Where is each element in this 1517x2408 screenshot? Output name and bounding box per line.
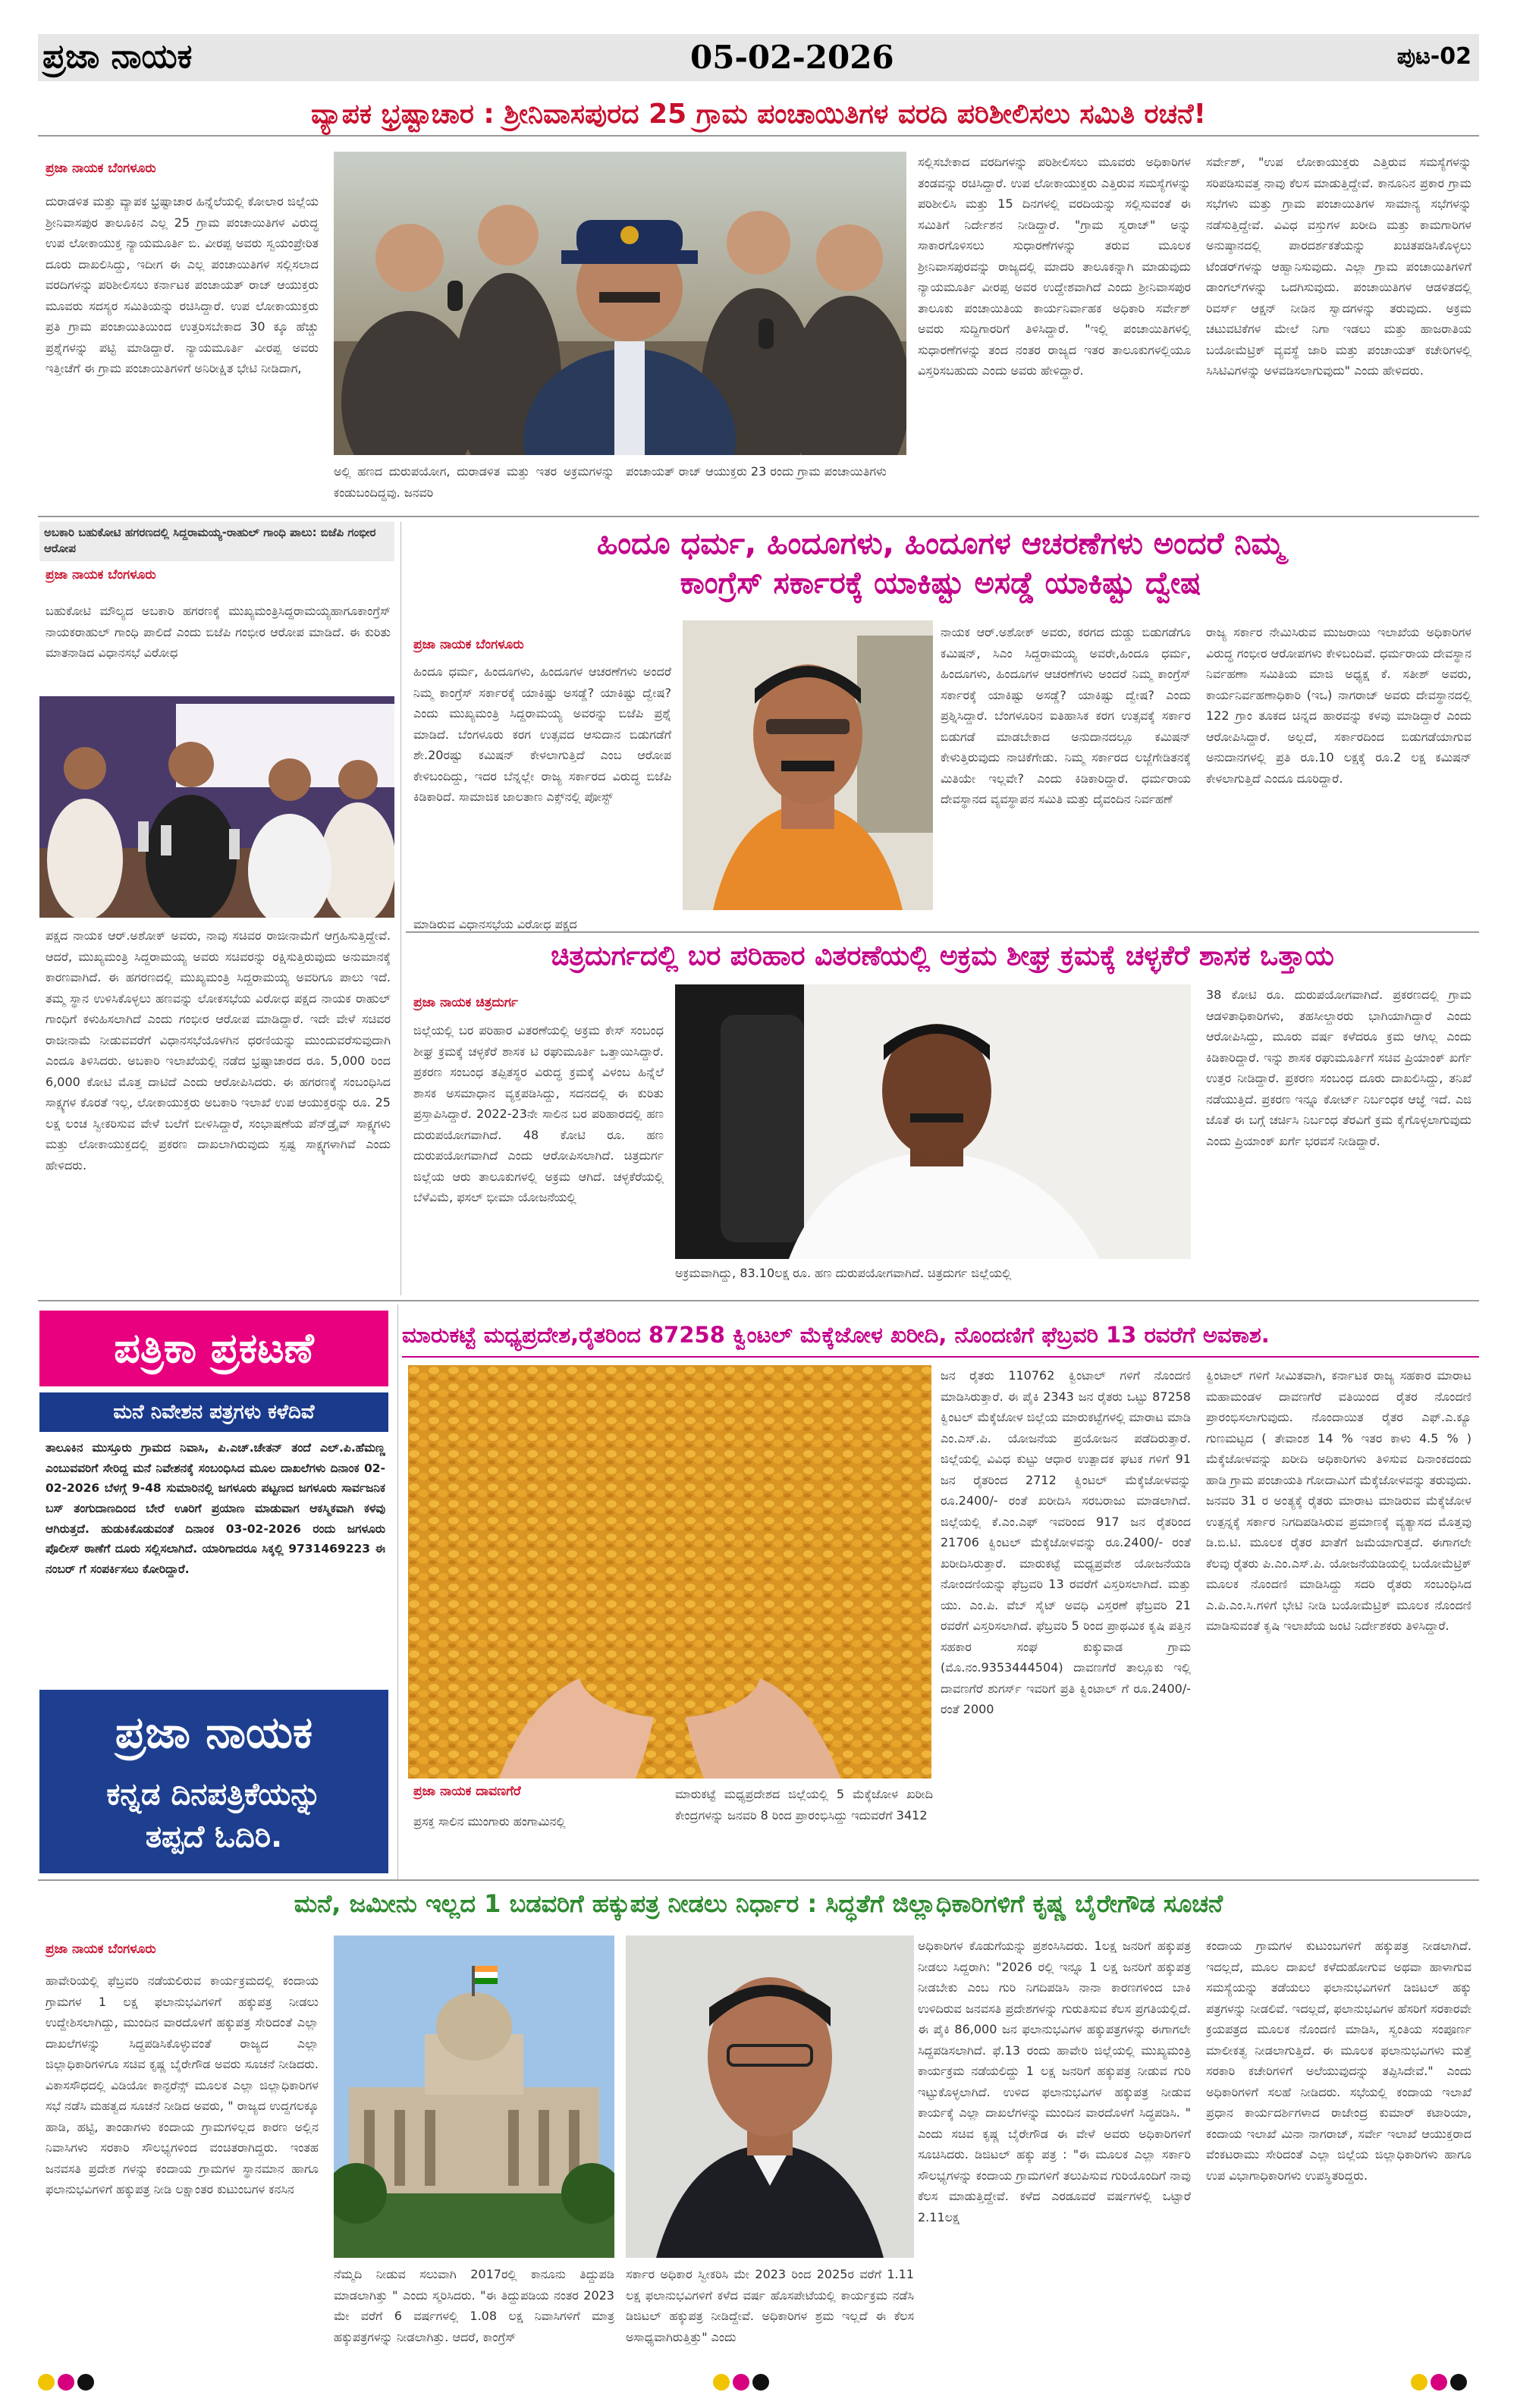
story5-byline: ಪ್ರಜಾ ನಾಯಕ ದಾವಣಗೆರೆ [413, 1784, 521, 1799]
masthead-date: 05-02-2026 [690, 39, 894, 76]
divider [38, 516, 1479, 517]
vidhana-soudha-photo [334, 1936, 614, 2258]
story6-caption2: ಸರ್ಕಾರ ಅಧಿಕಾರ ಸ್ವೀಕರಿಸಿ ಮೇ 2023 ರಿಂದ 2025ರ ವರೆಗೆ 1.11 ಲಕ್ಷ ಫಲಾನುಭವಿಗಳಿಗೆ ಕಳೆದ ವರ್ಷ ಹೊಸಪೇಟೆಯಲ್ಲಿ ಕಾರ್ಯಕ್ರಮ ನಡೆಸಿ ಡಿಜಿಟಲ್ ಹಕ್ಕುಪತ್ರ ನೀಡಿದ್ದೇವೆ. ಅಧಿಕಾರಿಗಳ ಶ್ರಮ ಇಲ್ಲದೆ ಈ ಕೆಲಸ ಅಸಾಧ್ಯವಾಗಿರುತ್ತಿತ್ತು" ಎಂದು [626, 2267, 914, 2344]
story4-caption: ಅಕ್ರಮವಾಗಿದ್ದು, 83.10ಲಕ್ಷ ರೂ. ಹಣ ದುರುಪಯೋಗವಾಗಿದೆ. ಚಿತ್ರದುರ್ಗ ಜಿಲ್ಲೆಯಲ್ಲಿ [675, 1266, 1012, 1280]
story2-lead: ಬಹುಕೋಟಿ ಮೌಲ್ಯದ ಅಬಕಾರಿ ಹಗರಣಕ್ಕೆ ಮುಖ್ಯಮಂತ್ರಿಸಿದ್ದರಾಮಯ್ಯಹಾಗೂಕಾಂಗ್ರೆಸ್ ನಾಯಕರಾಹುಲ್ ಗಾಂಧಿ ಪಾಲಿದೆ ಎಂದು ಬಿಜೆಪಿ ಗಂಭೀರ ಆರೋಪ ಮಾಡಿದೆ. ಈ ಕುರಿತು ಮಾತನಾಡಿದ ವಿಧಾನಸಭೆ ವಿರೋಧ [46, 604, 391, 661]
magenta-dot-icon [58, 2374, 74, 2391]
story6-caption1: ನೆಮ್ಮದಿ ನೀಡುವ ಸಲುವಾಗಿ 2017ರಲ್ಲಿ ಕಾನೂನು ತಿದ್ದುಪಡಿ ಮಾಡಲಾಗಿತ್ತು " ಎಂದು ಸ್ಮರಿಸಿದರು. "ಈ ತಿದ್ದುಪಡಿಯ ನಂತರ 2023 ಮೇ ವರೆಗೆ 6 ವರ್ಷಗಳಲ್ಲಿ 1.08 ಲಕ್ಷ ನಿವಾಸಿಗಳಿಗೆ ಮಾತ್ರ ಹಕ್ಕುಪತ್ರಗಳನ್ನು ನೀಡಲಾಗಿತ್ತು. ಆದರೆ, ಕಾಂಗ್ರೆಸ್ [334, 2267, 614, 2344]
story6-photo-right [626, 1936, 914, 2258]
story1-photo [334, 152, 906, 455]
story5-caption2: ಮಾರುಕಟ್ಟೆ ಮಧ್ಯಪ್ರದೇಶದ ಜಿಲ್ಲೆಯಲ್ಲಿ 5 ಮೆಕ್ಕೆಜೋಳ ಖರೀದಿ ಕೇಂದ್ರಗಳನ್ನು ಜನವರಿ 8 ರಿಂದ ಪ್ರಾರಂಭಿಸಿದ್ದು ಇದುವರೆಗೆ 3412 [675, 1787, 933, 1822]
story4-byline: ಪ್ರಜಾ ನಾಯಕ ಚಿತ್ರದುರ್ಗ [413, 995, 518, 1010]
story1-headline: ವ್ಯಾಪಕ ಭ್ರಷ್ಟಾಚಾರ : ಶ್ರೀನಿವಾಸಪುರದ 25 ಗ್ರಾಮ ಪಂಚಾಯಿತಿಗಳ ವರದಿ ಪರಿಶೀಲಿಸಲು ಸಮಿತಿ ರಚನೆ! [310, 99, 1207, 130]
story4-col2: 38 ಕೋಟಿ ರೂ. ದುರುಪಯೋಗವಾಗಿದೆ. ಪ್ರಕರಣದಲ್ಲಿ ಗ್ರಾಮ ಆಡಳಿತಾಧಿಕಾರಿಗಳು, ತಹಸೀಲ್ದಾರರು ಭಾಗಿಯಾಗಿದ್ದಾರೆ ಎಂದು ಆರೋಪಿಸಿದ್ದು, ಮೂರು ವರ್ಷ ಕಳೆದರೂ ಕ್ರಮ ಆಗಿಲ್ಲ ಎಂದು ಕಿಡಿಕಾರಿದ್ದಾರೆ. ಇನ್ನು ಶಾಸಕ ರಘುಮೂರ್ತಿಗೆ ಸಚಿವ ಪ್ರಿಯಾಂಕ್ ಖರ್ಗೆ ಉತ್ತರ ನೀಡಿದ್ದಾರೆ. ಪ್ರಕರಣ ಸಂಬಂಧ ದೂರು ದಾಖಲಿಸಿದ್ದು, ತನಿಖೆ ನಡೆಯುತ್ತಿದೆ. ಪ್ರಕರಣ ಇನ್ನೂ ಕೋರ್ಟ್ ನಿರ್ಬಂಧಕ ಆಜ್ಞೆ ಇದೆ. ಎಜಿ ಜೊತೆ ಈ ಬಗ್ಗೆ ಚರ್ಚಿಸಿ ನಿರ್ಬಂಧ ತೆರವಿಗೆ ಕ್ರಮ ಕೈಗೊಳ್ಳಲಾಗುವುದು ಎಂದು ಪ್ರಿಯಾಂಕ್ ಖರ್ಗೆ ಭರವಸೆ ನೀಡಿದ್ದಾರೆ. [1206, 987, 1471, 1148]
column-rule [400, 522, 401, 1295]
story3-byline: ಪ್ರಜಾ ನಾಯಕ ಬೆಂಗಳೂರು [413, 637, 524, 652]
story3-headline-2: ಕಾಂಗ್ರೆಸ್ ಸರ್ಕಾರಕ್ಕೆ ಯಾಕಿಷ್ಟು ಅಸಡ್ಡೆ ಯಾಕಿಷ್ಟು ದ್ವೇಷ [680, 566, 1201, 601]
divider [38, 135, 1479, 137]
magenta-dot-icon [733, 2374, 749, 2391]
yellow-dot-icon [38, 2374, 55, 2391]
story3-col3: ರಾಜ್ಯ ಸರ್ಕಾರ ನೇಮಿಸಿರುವ ಮುಜರಾಯಿ ಇಲಾಖೆಯ ಅಧಿಕಾರಿಗಳ ವಿರುದ್ಧ ಗಂಭೀರ ಆರೋಪಗಳು ಕೇಳಿಬಂದಿವೆ. ಧರ್ಮರಾಯ ದೇವಸ್ಥಾನ ನಿರ್ವಹಣಾ ಸಮಿತಿಯ ಮಾಜಿ ಅಧ್ಯಕ್ಷ ಕೆ. ಸತೀಶ್ ಅವರು, ಕಾರ್ಯನಿರ್ವಹಣಾಧಿಕಾರಿ (ಇಒ) ನಾಗರಾಜ್ ಅವರು ದೇವಸ್ಥಾನದಲ್ಲಿ 122 ಗ್ರಾಂ ತೂಕದ ಚಿನ್ನದ ಹಾರವನ್ನು ಕಳವು ಮಾಡಿದ್ದಾರೆ ಎಂದು ಆರೋಪಿಸಿದ್ದಾರೆ. ಅಲ್ಲದೆ, ಸರ್ಕಾರದಿಂದ ಬಿಡುಗಡೆಯಾಗುವ ಅನುದಾನಗಳಲ್ಲಿ ಪ್ರತಿ ರೂ.10 ಲಕ್ಷಕ್ಕೆ ರೂ.2 ಲಕ್ಷ ಕಮಿಷನ್ ಕೇಳಲಾಗುತ್ತಿದೆ ಎಂದೂ ದೂರಿದ್ದಾರೆ. [1206, 625, 1471, 786]
black-dot-icon [752, 2374, 769, 2391]
press-conference-photo [39, 696, 394, 918]
story2-body: ಪಕ್ಷದ ನಾಯಕ ಆರ್.ಅಶೋಕ್ ಅವರು, ನಾವು ಸಚಿವರ ರಾಜೀನಾಮೆಗೆ ಆಗ್ರಹಿಸುತ್ತಿದ್ದೇವೆ. ಆದರೆ, ಮುಖ್ಯಮಂತ್ರಿ ಸಿದ್ದರಾಮಯ್ಯ ಅವರು ಸಚಿವರನ್ನು ರಕ್ಷಿಸುತ್ತಿರುವುದು ಅನುಮಾನಕ್ಕೆ ಕಾರಣವಾಗಿದೆ. ಈ ಹಗರಣದಲ್ಲಿ ಮುಖ್ಯಮಂತ್ರಿ ಸಿದ್ದರಾಮಯ್ಯ ಅವರಿಗೂ ಪಾಲು ಇದೆ. ತಮ್ಮ ಸ್ಥಾನ ಉಳಿಸಿಕೊಳ್ಳಲು ಹಣವನ್ನು ಲೋಕಸಭೆಯ ವಿರೋಧ ಪಕ್ಷದ ನಾಯಕ ರಾಹುಲ್ ಗಾಂಧಿಗೆ ಕಳುಹಿಸಲಾಗಿದೆ ಎಂದು ಗಂಭೀರ ಆರೋಪ ಮಾಡಿದ್ದಾರೆ. ಇದೇ ವೇಳೆ ಸಚಿವರ ರಾಜೀನಾಮೆ ನೀಡುವವರೆಗೆ ವಿಧಾನಸಭೆಯೊಳಗಿನ ಧರಣಿಯನ್ನು ಮುಂದುವರೆಸುವುದಾಗಿ ಎಂದೂ ತಿಳಿಸಿದರು. ಅಬಕಾರಿ ಇಲಾಖೆಯಲ್ಲಿ ನಡೆದ ಭ್ರಷ್ಟಾಚಾರದ ರೂ. 5,000 ರಿಂದ 6,000 ಕೋಟಿ ಮೊತ್ತ ದಾಟಿದೆ ಎಂದು ಆರೋಪಿಸಿದರು. ಈ ಹಗರಣಕ್ಕೆ ಸಂಬಂಧಿಸಿದ ಸಾಕ್ಷ್ಯಗಳ ಕೊರತೆ ಇಲ್ಲ, ಲೋಕಾಯುಕ್ತರು ಅಬಕಾರಿ ಇಲಾಖೆ ಉಪ ಆಯುಕ್ತರನ್ನು ರೂ. 25 ಲಕ್ಷ ಲಂಚ ಸ್ವೀಕರಿಸುವ ವೇಳೆ ಬಲೆಗೆ ಬೀಳಿಸಿದ್ದಾರೆ, ಸಂಭಾಷಣೆಯ ಪೆನ್‌ಡ್ರೈವ್ ಸಾಕ್ಷ್ಯಗಳು ಮತ್ತು ಲೋಕಾಯುಕ್ತದಲ್ಲಿ ಪ್ರಕರಣ ದಾಖಲಾಗಿರುವುದು ಸ್ಪಷ್ಟ ಸಾಕ್ಷ್ಯಗಳಾಗಿವೆ ಎಂದು ಹೇಳಿದರು. [46, 928, 391, 1173]
story5-caption: ಪ್ರಸಕ್ತ ಸಾಲಿನ ಮುಂಗಾರು ಹಂಗಾಮಿನಲ್ಲಿ [413, 1814, 566, 1829]
story5-col2: ಕ್ವಿಂಟಾಲ್ ಗಳಿಗೆ ಸೀಮಿತವಾಗಿ, ಕರ್ನಾಟಕ ರಾಜ್ಯ ಸಹಕಾರ ಮಾರಾಟ ಮಹಾಮಂಡಳ ದಾವಣಗೆರೆ ವತಿಯಿಂದ ರೈತರ ನೊಂದಣಿ ಪ್ರಾರಂಭಿಸಲಾಗುವುದು. ನೊಂದಾಯಿತ ರೈತರ ಎಫ್.ಎ.ಕ್ಯೂ ಗುಣಮಟ್ಟದ ( ತೇವಾಂಶ 14 % ಇತರ ಕಾಳು 4.5 % ) ಮೆಕ್ಕೆಜೋಳವನ್ನು ಖರೀದಿ ಅಧಿಕಾರಿಗಳು ತಿಳಿಸುವ ದಿನಾಂಕದಂದು ಹಾಡಿ ಗ್ರಾಮ ಪಂಚಾಯತಿ ಗೋದಾಮಿಗೆ ಮೆಕ್ಕೆಜೋಳವನ್ನು ತರುವುದು. ಜನವರಿ 31 ರ ಅಂತ್ಯಕ್ಕೆ ರೈತರು ಮಾರಾಟ ಮಾಡಿರುವ ಮೆಕ್ಕೆಜೋಳ ಉತ್ಪನ್ನಕ್ಕೆ ಸರ್ಕಾರ ನಿಗದಿಪಡಿಸಿರುವ ಪ್ರಮಾಣಕ್ಕೆ ವ್ಯತ್ಯಾಸದ ಮೊತ್ತವು ಡಿ.ಬಿ.ಟಿ. ಮೂಲಕ ರೈತರ ಖಾತೆಗೆ ಜಮೆಯಾಗುತ್ತದೆ. ಈಗಾಗಲೇ ಕೆಲವು ರೈತರು ಪಿ.ಎಂ.ಎಸ್.ಪಿ. ಯೋಜನೆಯಡಿಯಲ್ಲಿ ಬಯೋಮೆಟ್ರಿಕ್ ಮೂಲಕ ನೊಂದಣಿ ಮಾಡಿಸಿದ್ದು ಸದರಿ ರೈತರು ಸಂಬಂಧಿಸಿದ ಎ.ಪಿ.ಎಂ.ಸಿ.ಗಳಿಗೆ ಭೇಟಿ ನೀಡಿ ಬಯೋಮೆಟ್ರಿಕ್ ಮೂಲಕ ನೊಂದಣಿ ಮಾಡಿಸುವಂತೆ ಕೃಷಿ ಇಲಾಖೆಯ ಜಂಟಿ ನಿರ್ದೇಶಕರು ತಿಳಿಸಿದ್ದಾರೆ. [1206, 1368, 1471, 1634]
story3-col1: ಹಿಂದೂ ಧರ್ಮ, ಹಿಂದೂಗಳು, ಹಿಂದೂಗಳ ಆಚರಣೆಗಳು ಅಂದರೆ ನಿಮ್ಮ ಕಾಂಗ್ರೆಸ್ ಸರ್ಕಾರಕ್ಕೆ ಯಾಕಿಷ್ಟು ಅಸಡ್ಡೆ? ಯಾಕಿಷ್ಟು ದ್ವೇಷ? ಎಂದು ಮುಖ್ಯಮಂತ್ರಿ ಸಿದ್ದರಾಮಯ್ಯ ಅವರನ್ನು ಬಿಜೆಪಿ ಪ್ರಶ್ನೆ ಮಾಡಿದೆ. ಬೆಂಗಳೂರು ಕರಗ ಉತ್ಸವದ ಆಸುದಾನ ಬಿಡುಗಡೆಗೆ ಶೇ.20ರಷ್ಟು ಕಮಿಷನ್ ಕೇಳಲಾಗುತ್ತಿದೆ ಎಂಬ ಆರೋಪ ಕೇಳಿಬಂದಿದ್ದು, ಇದರ ಬೆನ್ನಲ್ಲೇ ರಾಜ್ಯ ಸರ್ಕಾರದ ವಿರುದ್ಧ ಬಿಜೆಪಿ ಕಿಡಿಕಾರಿದೆ. ಸಾಮಾಜಿಕ ಜಾಲತಾಣ ಎಕ್ಸ್‌ನಲ್ಲಿ ಪೋಸ್ಟ್ [413, 664, 671, 805]
story3-col2: ನಾಯಕ ಆರ್.ಅಶೋಕ್ ಅವರು, ಕರಗದ ದುಡ್ಡು ಬಿಡುಗಡೆಗೂ ಕಮಿಷನ್, ಸಿಎಂ ಸಿದ್ದರಾಮಯ್ಯ ಅವರೇ,ಹಿಂದೂ ಧರ್ಮ, ಹಿಂದೂಗಳು, ಹಿಂದೂಗಳ ಆಚರಣೆಗಳು ಅಂದರೆ ನಿಮ್ಮ ಕಾಂಗ್ರೆಸ್ ಸರ್ಕಾರಕ್ಕೆ ಯಾಕಿಷ್ಟು ಅಸಡ್ಡೆ? ಯಾಕಿಷ್ಟು ದ್ವೇಷ? ಎಂದು ಪ್ರಶ್ನಿಸಿದ್ದಾರೆ. ಬೆಂಗಳೂರಿನ ಐತಿಹಾಸಿಕ ಕರಗ ಉತ್ಸವಕ್ಕೆ ಸರ್ಕಾರ ಬಿಡುಗಡೆ ಮಾಡಬೇಕಾದ ಅನುದಾನದಲ್ಲೂ ಕಮಿಷನ್ ಕೇಳುತ್ತಿರುವುದು ನಾಚಿಕೆಗೇಡು. ನಿಮ್ಮ ಸರ್ಕಾರದ ಲಜ್ಜೆಗೇಡಿತನಕ್ಕೆ ಮಿತಿಯೇ ಇಲ್ಲವೇ? ಎಂದು ಕಿಡಿಕಾರಿದ್ದಾರೆ. ಧರ್ಮರಾಯ ದೇವಸ್ಥಾನದ ವ್ಯವಸ್ಥಾಪನ ಸಮಿತಿ ಮತ್ತು ದೈವಂದಿನ ನಿರ್ವಹಣೆ [941, 625, 1191, 807]
story3-caption: ಮಾಡಿರುವ ವಿಧಾನಸಭೆಯ ವಿರೋಧ ಪಕ್ಷದ [413, 917, 577, 931]
black-dot-icon [1450, 2374, 1467, 2391]
press-note-title: ಪತ್ರಿಕಾ ಪ್ರಕಟಣೆ [114, 1324, 314, 1372]
story6-byline: ಪ್ರಜಾ ನಾಯಕ ಬೆಂಗಳೂರು [46, 1942, 156, 1957]
story2-byline: ಪ್ರಜಾ ನಾಯಕ ಬೆಂಗಳೂರು [46, 567, 156, 582]
story1-col3: ಸರ್ವೇಶ್, "ಉಪ ಲೋಕಾಯುಕ್ತರು ಎತ್ತಿರುವ ಸಮಸ್ಯೆಗಳನ್ನು ಸರಿಪಡಿಸುವತ್ತ ನಾವು ಕೆಲಸ ಮಾಡುತ್ತಿದ್ದೇವೆ. ಕಾನೂನಿನ ಪ್ರಕಾರ ಗ್ರಾಮ ಸಭೆಗಳು ಮತ್ತು ಗ್ರಾಮ ಪಂಚಾಯಿತಿಗಳ ಸಾಮಾನ್ಯ ಸಭೆಗಳನ್ನು ನಡೆಸುತ್ತಿದ್ದೇವೆ. ವಿವಿಧ ವಸ್ತುಗಳ ಖರೀದಿ ಮತ್ತು ಕಾಮಗಾರಿಗಳ ಅನುಷ್ಠಾನದಲ್ಲಿ ಪಾರದರ್ಶಕತೆಯನ್ನು ಖಚಿತಪಡಿಸಿಕೊಳ್ಳಲು ಟೆಂಡರ್‌ಗಳನ್ನು ಆಹ್ವಾನಿಸುವುದು. ಎಲ್ಲಾ ಗ್ರಾಮ ಪಂಚಾಯಿತಿಗಳಿಗೆ ಡಾಂಗಲ್‌ಗಳನ್ನು ಒದಗಿಸುವುದು. ಪಂಚಾಯಿತಿಗಳ ಆಡಳಿತದಲ್ಲಿ ರಿವರ್ಸ್ ಆಕ್ಷನ್ ನೀಡಿನ ಸ್ವಾದಗಳನ್ನು ತರುವುದು. ಅಕ್ರಮ ಚಟುವಟಿಕೆಗಳ ಮೇಲೆ ನಿಗಾ ಇಡಲು ಮತ್ತು ಹಾಜರಾತಿಯ ಬಯೋಮೆಟ್ರಿಕ್ ವ್ಯವಸ್ಥೆ ಜಾರಿ ಮತ್ತು ಪಂಚಾಯತ್ ಕಚೇರಿಗಳಲ್ಲಿ ಸಿಸಿಟಿವಿಗಳನ್ನು ಅಳವಡಿಸಲಾಗುವುದು" ಎಂದು ಹೇಳಿದರು. [1206, 155, 1471, 378]
story2-headline-box [39, 522, 394, 561]
press-note-subtitle: ಮನೆ ನಿವೇಶನ ಪತ್ರಗಳು ಕಳೆದಿವೆ [113, 1401, 315, 1424]
story6-col3: ಕಂದಾಯ ಗ್ರಾಮಗಳ ಕುಟುಂಬಗಳಿಗೆ ಹಕ್ಕುಪತ್ರ ನೀಡಲಾಗಿದೆ. ಇದಲ್ಲದೆ, ಮೂಲ ದಾಖಲೆ ಕಳೆದುಹೋಗುವ ಅಥವಾ ಹಾಳಾಗುವ ಸಮಸ್ಯೆಯನ್ನು ತಡೆಯಲು ಫಲಾನುಭವಿಗಳಿಗೆ ಡಿಜಿಟಲ್ ಹಕ್ಕು ಪತ್ರಗಳನ್ನು ನೀಡಲಿವೆ. ಇದಲ್ಲದೆ, ಫಲಾನುಭವಿಗಳ ಹೆಸರಿಗೆ ಸರಕಾರವೇ ಕ್ರಯಪತ್ರದ ಮೂಲಕ ನೊಂದಣಿ ಮಾಡಿಸಿ, ಸ್ವಂತಿಯ ಸಂಪೂರ್ಣ ಮಾಲೀಕತ್ವ ನೀಡಲಾಗುತ್ತಿದೆ. ಈ ಮೂಲಕ ಫಲಾನುಭವಿಗಳು ಮತ್ತೆ ಸರಕಾರಿ ಕಚೇರಿಗಳಿಗೆ ಅಲೆಯುವುದನ್ನು ತಪ್ಪಿಸಿದೇವೆ." ಎಂದು ಅಧಿಕಾರಿಗಳಿಗೆ ಸಲಹೆ ನೀಡಿದರು. ಸಭೆಯಲ್ಲಿ ಕಂದಾಯ ಇಲಾಖೆ ಪ್ರಧಾನ ಕಾರ್ಯದರ್ಶಿಗಳಾದ ರಾಜೇಂದ್ರ ಕುಮಾರ್ ಕಟಾರಿಯಾ, ಕಂದಾಯ ಇಲಾಖೆ ಮಿನಾ ನಾಗರಾಜ್, ಸರ್ವೇ ಇಲಾಖೆ ಆಯುಕ್ತರಾದ ವೆಂಕಟರಾಮು ಸೇರಿದಂತೆ ಎಲ್ಲಾ ಜಿಲ್ಲೆಯ ಜಿಲ್ಲಾಧಿಕಾರಿಗಳು ಹಾಗೂ ಉಪ ವಿಭಾಗಾಧಿಕಾರಿಗಳು ಉಪಸ್ಥಿತರಿದ್ದರು. [1206, 1939, 1471, 2183]
story4-col1: ಜಿಲ್ಲೆಯಲ್ಲಿ ಬರ ಪರಿಹಾರ ವಿತರಣೆಯಲ್ಲಿ ಅಕ್ರಮ ಕೇಸ್ ಸಂಬಂಧ ಶೀಘ್ರ ಕ್ರಮಕ್ಕೆ ಚಳ್ಳಕೆರೆ ಶಾಸಕ ಟಿ ರಘುಮೂರ್ತಿ ಒತ್ತಾಯಿಸಿದ್ದಾರೆ. ಪ್ರಕರಣ ಸಂಬಂಧ ತಪ್ಪಿತಸ್ಥರ ವಿರುದ್ಧ ಕ್ರಮಕ್ಕೆ ವಿಳಂಬ ಹಿನ್ನೆಲೆ ಶಾಸಕ ಅಸಮಾಧಾನ ವ್ಯಕ್ತಪಡಿಸಿದ್ದು, ಸದನದಲ್ಲಿ ಈ ಕುರಿತು ಪ್ರಸ್ತಾಪಿಸಿದ್ದಾರೆ. 2022-23ನೇ ಸಾಲಿನ ಬರ ಪರಿಹಾರದಲ್ಲಿ ಹಣ ದುರುಪಯೋಗವಾಗಿದೆ. 48 ಕೋಟಿ ರೂ. ಹಣ ದುರುಪಯೋಗವಾಗಿದೆ ಎಂದು ಆರೋಪಿಸಲಾಗಿದೆ. ಚಿತ್ರದುರ್ಗ ಜಿಲ್ಲೆಯ ಆರು ತಾಲೂಕುಗಳಲ್ಲಿ ಅಕ್ರಮ ಆಗಿದೆ. ಚಳ್ಳಕೆರೆಯಲ್ಲಿ ಬೆಳೆವಿಮೆ, ಫಸಲ್ ಭೀಮಾ ಯೋಜನೆಯಲ್ಲಿ [413, 1023, 664, 1205]
masthead-brand: ಪ್ರಜಾ ನಾಯಕ [42, 37, 193, 76]
yellow-dot-icon [1411, 2374, 1427, 2391]
story5-col1: ಜನ ರೈತರು 110762 ಕ್ವಿಂಟಾಲ್ ಗಳಿಗೆ ನೊಂದಣಿ ಮಾಡಿಸಿರುತ್ತಾರೆ. ಈ ಪೈಕಿ 2343 ಜನ ರೈತರು ಒಟ್ಟು 87258 ಕ್ವಿಂಟಲ್ ಮೆಕ್ಕೆಜೋಳ ಜಿಲ್ಲೆಯ ಮಾರುಕಟ್ಟೆಗಳಲ್ಲಿ ಮಾರಾಟ ಮಾಡಿ ಎಂ.ಎಸ್.ಪಿ. ಯೋಜನೆಯ ಪ್ರಯೋಜನ ಪಡೆದಿರುತ್ತಾರೆ. ಜಿಲ್ಲೆಯಲ್ಲಿ ವಿವಿಧ ಕುಟ್ಟು ಆಧಾರ ಉತ್ಪಾದಕ ಘಟಕ ಗಳಿಗೆ 91 ಜನ ರೈತರಿಂದ 2712 ಕ್ವಿಂಟಲ್ ಮೆಕ್ಕೆಜೋಳವನ್ನು ರೂ.2400/- ರಂತೆ ಖರೀದಿಸಿ ಸರಬರಾಜು ಮಾಡಲಾಗಿದೆ. ಜಿಲ್ಲೆಯಲ್ಲಿ ಕೆ.ಎಂ.ಎಫ್ ಇವರಿಂದ 917 ಜನ ರೈತರಿಂದ 21706 ಕ್ವಿಂಟಲ್ ಮೆಕ್ಕೆಜೋಳವನ್ನು ರೂ.2400/- ರಂತೆ ಖರೀದಿಸಿರುತ್ತಾರೆ. ಮಾರುಕಟ್ಟೆ ಮಧ್ಯಪ್ರವೇಶ ಯೋಜನೆಯಡಿ ನೋಂದಣಿಯನ್ನು ಫೆಬ್ರವರಿ 13 ರವರೆಗೆ ವಿಸ್ತರಿಸಲಾಗಿದೆ. ಮತ್ತು ಯು. ಎಂ.ಪಿ. ವೆಬ್ ಸೈಟ್ ಅವಧಿ ವಿಸ್ತರಣೆ ಫೆಬ್ರವರಿ 21 ರವರೆಗೆ ವಿಸ್ತರಿಸಲಾಗಿದೆ. ಫೆಬ್ರವರಿ 5 ರಿಂದ ಪ್ರಾಥಮಿಕ ಕೃಷಿ ಪತ್ತಿನ ಸಹಕಾರ ಸಂಘ ಕುಕ್ಕುವಾಡ ಗ್ರಾಮ (ಮೊ.ನಂ.9353444504) ದಾವಣಗೆರೆ ತಾಲ್ಲೂಕು ಇಲ್ಲಿ ದಾವಣಗೆರೆ ಶುಗರ್ಸ್ ಇವರಿಗೆ ಪ್ರತಿ ಕ್ವಿಂಟಾಲ್ ಗೆ ರೂ.2400/- ರಂತೆ 2000 [941, 1368, 1191, 1717]
press-note-body: ತಾಲೂಕಿನ ಮುಸ್ತೂರು ಗ್ರಾಮದ ನಿವಾಸಿ, ಪಿ.ಎಚ್.ಚೇತನ್ ತಂದೆ ಎಲ್.ಪಿ.ಹೆಮಣ್ಣ ಎಂಬುವವರಿಗೆ ಸೇರಿದ್ದ ಮನೆ ನಿವೇಶನಕ್ಕೆ ಸಂಬಂಧಿಸಿದ ಮೂಲ ದಾಖಲೆಗಳು ದಿನಾಂಕ 02-02-2026 ಬೆಳಗ್ಗೆ 9-48 ಸುಮಾರಿನಲ್ಲಿ ಜಗಳೂರು ಪಟ್ಟಣದ ಜಗಳೂರು ಸಾರ್ವಜನಿಕ ಬಸ್ ತಂಗುದಾಣದಿಂದ ಬೇರೆ ಊರಿಗೆ ಪ್ರಯಾಣ ಮಾಡುವಾಗ ಆಕಸ್ಮಿಕವಾಗಿ ಕಳವು ಆಗಿರುತ್ತದೆ. ಹುಡುಕಿಕೊಡುವಂತೆ ದಿನಾಂಕ 03-02-2026 ರಂದು ಜಗಳೂರು ಪೊಲೀಸ್ ಠಾಣೆಗೆ ದೂರು ಸಲ್ಲಿಸಲಾಗಿದೆ. ಯಾರಿಗಾದರೂ ಸಿಕ್ಕಲ್ಲಿ 9731469223 ಈ ನಂಬರ್ ಗೆ ಸಂಪರ್ಕಿಸಲು ಕೋರಿದ್ದಾರೆ. [46, 1441, 385, 1576]
officials-group-photo [334, 152, 906, 455]
press-note-subtitle-box [39, 1392, 388, 1432]
story5-headline: ಮಾರುಕಟ್ಟೆ ಮಧ್ಯಪ್ರದೇಶ,ರೈತರಿಂದ 87258 ಕ್ವಿಂಟಲ್ ಮೆಕ್ಕೆಜೋಳ ಖರೀದಿ, ನೊಂದಣಿಗೆ ಫೆಬ್ರವರಿ 13 ರವರೆಗೆ ಅವಕಾಶ. [402, 1322, 1270, 1348]
ad-brand: ಪ್ರಜಾ ನಾಯಕ [115, 1706, 313, 1758]
story3-photo [683, 620, 933, 910]
maize-grains-photo [408, 1365, 931, 1779]
ad-line-2: ತಪ್ಪದೆ ಓದಿರಿ. [145, 1819, 283, 1854]
leader-portrait-photo [683, 620, 933, 910]
page-number: ಪುಟ-02 [1396, 43, 1471, 70]
story6-headline: ಮನೆ, ಜಮೀನು ಇಲ್ಲದ 1 ಬಡವರಿಗೆ ಹಕ್ಕುಪತ್ರ ನೀಡಲು ನಿರ್ಧಾರ : ಸಿದ್ಧತೆಗೆ ಜಿಲ್ಲಾಧಿಕಾರಿಗಳಿಗೆ ಕೃಷ್ಣ ಬೈರೇಗೌಡ ಸೂಚನೆ [294, 1889, 1223, 1918]
divider [38, 1879, 1479, 1881]
registration-marks-right [1411, 2374, 1470, 2394]
story2-headline: ಅಬಕಾರಿ ಬಹುಕೋಟಿ ಹಗರಣದಲ್ಲಿ ಸಿದ್ದರಾಮಯ್ಯ-ರಾಹುಲ್ ಗಾಂಧಿ ಪಾಲು: ಬಿಜೆಪಿ ಗಂಭೀರ ಆರೋಪ [44, 526, 376, 555]
story6-col1: ಹಾವೇರಿಯಲ್ಲಿ ಫೆಬ್ರವರಿ ನಡೆಯಲಿರುವ ಕಾರ್ಯಕ್ರಮದಲ್ಲಿ ಕಂದಾಯ ಗ್ರಾಮಗಳ 1 ಲಕ್ಷ ಫಲಾನುಭವಿಗಳಿಗೆ ಹಕ್ಕುಪತ್ರ ನೀಡಲು ಉದ್ದೇಶಿಸಲಾಗಿದ್ದು, ಮುಂದಿನ ವಾರದೊಳಗೆ ಹಕ್ಕುಪತ್ರ ಸೇರಿದಂತೆ ಎಲ್ಲಾ ದಾಖಲೆಗಳನ್ನು ಸಿದ್ದಪಡಿಸಿಕೊಳ್ಳುವಂತೆ ರಾಜ್ಯದ ಎಲ್ಲಾ ಜಿಲ್ಲಾಧಿಕಾರಿಗಳಿಗೂ ಸಚಿವ ಕೃಷ್ಣ ಬೈರೇಗೌಡ ಅವರು ಸೂಚನೆ ನೀಡಿದರು. ವಿಕಾಸಸೌಧದಲ್ಲಿ ವಿಡಿಯೋ ಕಾನ್ಫರೆನ್ಸ್ ಮೂಲಕ ಎಲ್ಲಾ ಜಿಲ್ಲಾಧಿಕಾರಿಗಳ ಸಭೆ ನಡೆಸಿ ಮಹತ್ವದ ಸೂಚನೆ ನೀಡಿದ ಅವರು, " ರಾಜ್ಯದ ಉದ್ದಗಲಕ್ಕೂ ಹಾಡಿ, ಹಟ್ಟಿ, ತಾಂಡಾಗಳು ಕಂದಾಯ ಗ್ರಾಮಗಳಿಲ್ಲದ ಕಾರಣ ಅಲ್ಲಿನ ನಿವಾಸಿಗಳು ಸರಕಾರಿ ಸೌಲಭ್ಯಗಳಿಂದ ವಂಚಿತರಾಗಿದ್ದರು. ಇಂತಹ ಜನವಸತಿ ಪ್ರದೇಶ ಗಳನ್ನು ಕಂದಾಯ ಗ್ರಾಮಗಳ ಸ್ಥಾನಮಾನ ಹಾಗೂ ಫಲಾನುಭವಿಗಳಿಗೆ ಹಕ್ಕುಪತ್ರ ನೀಡಿ ಲಕ್ಷಾಂತರ ಕುಟುಂಬಗಳ ಕನಸಿನ [46, 1973, 319, 2197]
registration-marks-left [38, 2374, 97, 2394]
subscribe-ad [39, 1690, 388, 1873]
story1-col1: ದುರಾಡಳಿತ ಮತ್ತು ವ್ಯಾಪಕ ಭ್ರಷ್ಟಾಚಾರ ಹಿನ್ನೆಲೆಯಲ್ಲಿ ಕೋಲಾರ ಜಿಲ್ಲೆಯ ಶ್ರೀನಿವಾಸಪುರ ತಾಲೂಕಿನ ಎಲ್ಲ 25 ಗ್ರಾಮ ಪಂಚಾಯಿತಿಗಳ ವಿರುದ್ಧ ಉಪ ಲೋಕಾಯುಕ್ತ ನ್ಯಾಯಮೂರ್ತಿ ಬಿ. ವೀರಪ್ಪ ಅವರು ಸ್ವಯಂಪ್ರೇರಿತ ದೂರು ದಾಖಲಿಸಿದ್ದು, ಇದೀಗ ಈ ಎಲ್ಲ ಪಂಚಾಯಿತಿಗಳ ಸಲ್ಲಿಸಲಾದ ವರದಿಗಳನ್ನು ಪರಿಶೀಲಿಸಲು ಕರ್ನಾಟಕ ಪಂಚಾಯತ್ ರಾಜ್ ಆಯುಕ್ತರು ಮೂವರು ಸದಸ್ಯರ ಸಮಿತಿಯನ್ನು ರಚಿಸಿದ್ದಾರೆ. ಉಪ ಲೋಕಾಯುಕ್ತರು ಪ್ರತಿ ಗ್ರಾಮ ಪಂಚಾಯಿತಿಯಿಂದ ಉತ್ತರಿಸಬೇಕಾದ 30 ಕ್ಕೂ ಹೆಚ್ಚು ಪ್ರಶ್ನೆಗಳನ್ನು ಪಟ್ಟಿ ಮಾಡಿದ್ದಾರೆ. ನ್ಯಾಯಮೂರ್ತಿ ವೀರಪ್ಪ ಅವರು ಇತ್ತೀಚೆಗೆ ಈ ಗ್ರಾಮ ಪಂಚಾಯಿತಿಗಳಿಗೆ ಅನಿರೀಕ್ಷಿತ ಭೇಟಿ ನೀಡಿದಾಗ, [46, 194, 319, 376]
divider [406, 931, 1479, 933]
story1-col2: ಸಲ್ಲಿಸಬೇಕಾದ ವರದಿಗಳನ್ನು ಪರಿಶೀಲಿಸಲು ಮೂವರು ಅಧಿಕಾರಿಗಳ ತಂಡವನ್ನು ರಚಿಸಿದ್ದಾರೆ. ಉಪ ಲೋಕಾಯುಕ್ತರು ಎತ್ತಿರುವ ಸಮಸ್ಯೆಗಳನ್ನು ಪರಿಶೀಲಿಸಿ ಮತ್ತು 15 ದಿನಗಳಲ್ಲಿ ವರದಿಯನ್ನು ಸಲ್ಲಿಸುವಂತೆ ಈ ಸಮಿತಿಗೆ ನಿರ್ದೇಶನ ನೀಡಿದ್ದಾರೆ. "ಗ್ರಾಮ ಸ್ವರಾಜ್" ಅನ್ನು ಸಾಕಾರಗೊಳಿಸಲು ಸುಧಾರಣೆಗಳನ್ನು ತರುವ ಮೂಲಕ ಶ್ರೀನಿವಾಸಪುರವನ್ನು ರಾಜ್ಯದಲ್ಲಿ ಮಾದರಿ ತಾಲೂಕನ್ನಾಗಿ ಮಾಡುವುದು ನ್ಯಾಯಮೂರ್ತಿ ವೀರಪ್ಪ ಅವರ ಉದ್ದೇಶವಾಗಿದೆ ಎಂದು ಶ್ರೀನಿವಾಸಪುರ ತಾಲೂಕು ಪಂಚಾಯಿತಿಯ ಕಾರ್ಯನಿರ್ವಾಹಕ ಅಧಿಕಾರಿ ಸರ್ವೇಶ್ ಅವರು ಸುದ್ದಿಗಾರರಿಗೆ ತಿಳಿಸಿದ್ದಾರೆ. "ಇಲ್ಲಿ ಪಂಚಾಯಿತಿಗಳಲ್ಲಿ ಸುಧಾರಣೆಗಳನ್ನು ತಂದ ನಂತರ ರಾಜ್ಯದ ಇತರ ತಾಲೂಕುಗಳಲ್ಲಿಯೂ ವಿಸ್ತರಿಸಬಹುದು ಎಂದು ಅವರು ಹೇಳಿದ್ದಾರೆ. [918, 155, 1191, 378]
masthead [38, 34, 1479, 81]
minister-portrait-photo [626, 1936, 914, 2258]
story6-col2: ಅಧಿಕಾರಿಗಳ ಕೊಡುಗೆಯನ್ನು ಪ್ರಶಂಸಿಸಿದರು. 1ಲಕ್ಷ ಜನರಿಗೆ ಹಕ್ಕುಪತ್ರ ನೀಡಲು ಸಿದ್ದರಾಗಿ: "2026 ರಲ್ಲಿ ಇನ್ನೂ 1 ಲಕ್ಷ ಜನರಿಗೆ ಹಕ್ಕುಪತ್ರ ನೀಡಬೇಕು ಎಂಬ ಗುರಿ ನಿಗದಿಪಡಿಸಿ ನಾನಾ ಕಾರಣಗಳಿಂದ ಬಾಕಿ ಉಳಿದಿರುವ ಜನವಸತಿ ಪ್ರದೇಶಗಳನ್ನು ಗುರುತಿಸುವ ಕೆಲಸ ಪ್ರಗತಿಯಲ್ಲಿದೆ. ಈ ಪೈಕಿ 86,000 ಜನ ಫಲಾನುಭವಿಗಳ ಹಕ್ಕುಪತ್ರಗಳನ್ನು ಈಗಾಗಲೇ ಸಿದ್ದಪಡಿಸಲಾಗಿದೆ. ಫೆ.13 ರಂದು ಹಾವೇರಿ ಜಿಲ್ಲೆಯಲ್ಲಿ ಮುಖ್ಯಮಂತ್ರಿ ಕಾರ್ಯಕ್ರಮ ನಡೆಯಲಿದ್ದು 1 ಲಕ್ಷ ಜನರಿಗೆ ಹಕ್ಕುಪತ್ರ ನೀಡುವ ಗುರಿ ಇಟ್ಟುಕೊಳ್ಳಲಾಗಿದೆ. ಉಳಿದ ಫಲಾನುಭವಿಗಳ ಹಕ್ಕುಪತ್ರ ನೀಡುವ ಕಾರ್ಯಕ್ಕೆ ಎಲ್ಲಾ ದಾಖಲೆಗಳನ್ನು ಮುಂದಿನ ವಾರದೊಳಗೆ ಸಿದ್ಧಪಡಿಸಿ. " ಎಂದು ಸಚಿವ ಕೃಷ್ಣ ಬೈರೇಗೌಡ ಈ ವೇಳೆ ಅವರು ಅಧಿಕಾರಿಗಳಿಗೆ ಸೂಚಿಸಿದರು. ಡಿಜಿಟಲ್ ಹಕ್ಕು ಪತ್ರ : "ಈ ಮೂಲಕ ಎಲ್ಲಾ ಸರ್ಕಾರಿ ಸೌಲಭ್ಯಗಳನ್ನು ಕಂದಾಯ ಗ್ರಾಮಗಳಿಗೆ ತಲುಪಿಸುವ ಗುರಿಯೊಂದಿಗೆ ನಾವು ಕೆಲಸ ಮಾಡುತ್ತಿದ್ದೇವೆ. ಕಳೆದ ಎರಡೂವರೆ ವರ್ಷಗಳಲ್ಲಿ ಒಟ್ಟಾರೆ 2.11ಲಕ್ಷ [918, 1939, 1191, 2224]
divider [38, 1300, 1479, 1301]
ad-line-1: ಕನ್ನಡ ದಿನಪತ್ರಿಕೆಯನ್ನು [106, 1776, 322, 1812]
story3-headline-1: ಹಿಂದೂ ಧರ್ಮ, ಹಿಂದೂಗಳು, ಹಿಂದೂಗಳ ಆಚರಣೆಗಳು ಅಂದರೆ ನಿಮ್ಮ [596, 526, 1285, 561]
story2-photo [39, 696, 394, 918]
story6-photo-left [334, 1936, 614, 2258]
divider [402, 1356, 1479, 1358]
story1-caption2: ಪಂಚಾಯತ್ ರಾಜ್ ಆಯುಕ್ತರು 23 ರಂದು ಗ್ರಾಮ ಪಂಚಾಯಿತಿಗಳು [626, 464, 887, 479]
black-dot-icon [77, 2374, 94, 2391]
registration-marks-center [713, 2374, 772, 2394]
story1-byline: ಪ್ರಜಾ ನಾಯಕ ಬೆಂಗಳೂರು [46, 161, 156, 176]
press-note-title-box [39, 1311, 388, 1386]
mla-portrait-photo [675, 984, 1191, 1259]
yellow-dot-icon [713, 2374, 730, 2391]
magenta-dot-icon [1431, 2374, 1447, 2391]
story5-photo [408, 1365, 931, 1779]
story4-photo [675, 984, 1191, 1259]
story4-headline: ಚಿತ್ರದುರ್ಗದಲ್ಲಿ ಬರ ಪರಿಹಾರ ವಿತರಣೆಯಲ್ಲಿ ಅಕ್ರಮ ಶೀಘ್ರ ಕ್ರಮಕ್ಕೆ ಚಳ್ಳಕೆರೆ ಶಾಸಕ ಒತ್ತಾಯ [551, 940, 1334, 972]
story1-caption: ಅಲ್ಲಿ ಹಣದ ದುರುಪಯೋಗ, ದುರಾಡಳಿತ ಮತ್ತು ಇತರ ಅಕ್ರಮಗಳನ್ನು ಕಂಡುಬಂದಿದ್ದವು. ಜನವರಿ [334, 464, 614, 500]
column-rule [397, 1304, 398, 1881]
